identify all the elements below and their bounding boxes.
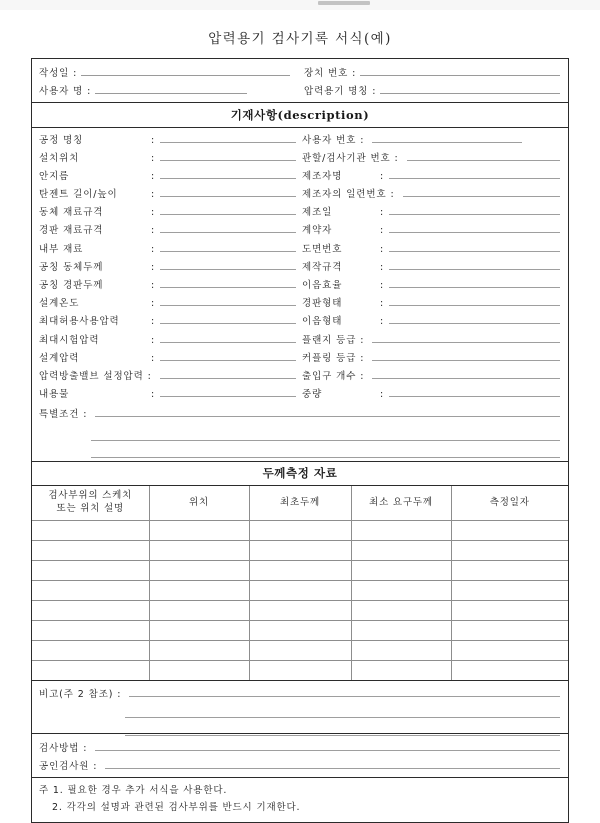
field-colon: :	[151, 261, 155, 273]
note-item-2: 2. 각각의 설명과 관련된 검사부위를 반드시 기재한다.	[52, 801, 301, 813]
field-contractor[interactable]	[302, 221, 560, 239]
field-input-line[interactable]	[389, 203, 560, 215]
field-colon: :	[151, 134, 155, 146]
field-input-line[interactable]	[372, 331, 560, 343]
special-condition-block	[32, 405, 568, 460]
column-header-location: 위치	[149, 486, 249, 521]
form-frame	[31, 58, 569, 823]
field-nozzle-count[interactable]	[302, 367, 560, 385]
cell-sketch[interactable]	[32, 641, 149, 661]
special-condition-line-2[interactable]	[91, 424, 560, 441]
field-input-line[interactable]	[389, 167, 560, 179]
table-row[interactable]	[32, 601, 568, 621]
field-user-name[interactable]	[32, 82, 290, 97]
table-header-row	[32, 486, 568, 521]
cell-initial-thickness[interactable]	[249, 541, 351, 561]
cell-sketch[interactable]	[32, 561, 149, 581]
field-manufacturer-serial-number[interactable]	[302, 185, 560, 203]
field-input-line[interactable]	[160, 149, 296, 161]
field-colon: :	[151, 207, 155, 219]
document-page	[0, 10, 600, 813]
field-label: 공정 명칭	[39, 134, 84, 146]
field-input-line[interactable]	[160, 312, 296, 324]
field-input-line[interactable]	[160, 185, 296, 197]
field-label: 사용자 번호 :	[302, 134, 365, 146]
field-colon: :	[151, 316, 155, 328]
field-input-line[interactable]	[372, 131, 522, 143]
thickness-table-wrap	[32, 486, 568, 681]
cell-initial-thickness[interactable]	[249, 581, 351, 601]
header-row-2	[32, 80, 568, 98]
cell-measurement-date[interactable]	[451, 621, 568, 641]
field-label: 탄젠트 길이/높이	[39, 189, 118, 201]
cell-location[interactable]	[149, 581, 249, 601]
cell-location[interactable]	[149, 621, 249, 641]
field-label: 경판형태	[302, 298, 343, 310]
field-jurisdiction-inspection-agency-number[interactable]	[302, 149, 560, 167]
viewer-scroll-nub[interactable]	[318, 1, 370, 5]
field-design-temperature[interactable]	[39, 294, 296, 312]
field-label: 도면번호	[302, 243, 343, 255]
field-label: 설계압력	[39, 352, 80, 364]
field-input-line[interactable]	[160, 240, 296, 252]
column-header-line-2: 또는 위치 설명	[56, 503, 124, 514]
field-vessel-name[interactable]	[290, 82, 568, 97]
field-label: 작성일 :	[39, 67, 78, 79]
field-label: 제조일	[302, 207, 333, 219]
field-max-allowable-working-pressure[interactable]	[39, 312, 296, 330]
field-nominal-shell-thickness[interactable]	[39, 258, 296, 276]
field-label: 장치 번호 :	[304, 67, 357, 79]
description-right-column	[296, 131, 568, 404]
field-design-pressure[interactable]	[39, 349, 296, 367]
field-head-type[interactable]	[302, 294, 560, 312]
field-input-line[interactable]	[81, 64, 290, 76]
field-input-line[interactable]	[160, 203, 296, 215]
special-condition-line-3[interactable]	[91, 441, 560, 458]
thickness-table-body	[32, 521, 568, 681]
field-input-line[interactable]	[105, 757, 560, 769]
field-input-line[interactable]	[372, 349, 560, 361]
field-joint-efficiency[interactable]	[302, 276, 560, 294]
field-input-line[interactable]	[160, 331, 296, 343]
field-creation-date[interactable]	[32, 64, 290, 79]
field-input-line[interactable]	[95, 739, 560, 751]
cell-initial-thickness[interactable]	[249, 561, 351, 581]
field-input-line[interactable]	[160, 131, 296, 143]
field-input-line[interactable]	[389, 276, 560, 288]
field-input-line[interactable]	[389, 312, 560, 324]
field-input-line[interactable]	[389, 258, 560, 270]
field-tangent-length-height[interactable]	[39, 185, 296, 203]
field-nominal-head-thickness[interactable]	[39, 276, 296, 294]
cell-location[interactable]	[149, 661, 249, 681]
field-process-name[interactable]	[39, 131, 296, 149]
column-header-measurement-date: 측정일자	[451, 486, 568, 521]
cell-sketch[interactable]	[32, 661, 149, 681]
field-head-material-spec[interactable]	[39, 221, 296, 239]
field-label: 제조자의 일련번호 :	[302, 189, 395, 201]
table-row[interactable]	[32, 541, 568, 561]
cell-location[interactable]	[149, 521, 249, 541]
field-input-line[interactable]	[129, 685, 560, 697]
field-colon: :	[151, 189, 155, 201]
field-label: 공인검사원 :	[39, 760, 98, 772]
field-colon: :	[151, 152, 155, 164]
field-label: 안지름	[39, 170, 70, 182]
field-label: 압력방출밸브 설정압력 :	[39, 370, 152, 382]
table-row[interactable]	[32, 641, 568, 661]
field-label: 검사방법 :	[39, 742, 88, 754]
field-fabrication-spec[interactable]	[302, 258, 560, 276]
field-label: 비고(주 2 참조) :	[39, 689, 122, 700]
field-colon: :	[380, 207, 384, 219]
field-label: 계약자	[302, 225, 333, 237]
cell-location[interactable]	[149, 641, 249, 661]
field-install-location[interactable]	[39, 149, 296, 167]
field-colon: :	[151, 170, 155, 182]
cell-location[interactable]	[149, 601, 249, 621]
field-user-number[interactable]	[302, 131, 560, 149]
field-input-line[interactable]	[372, 367, 560, 379]
field-label: 공칭 동체두께	[39, 261, 104, 273]
cell-min-required-thickness[interactable]	[351, 601, 451, 621]
note-item-1: 주 1. 필요한 경우 추가 서식을 사용한다.	[39, 785, 228, 796]
field-label: 경판 재료규격	[39, 225, 104, 237]
field-colon: :	[151, 243, 155, 255]
field-colon: :	[151, 280, 155, 291]
field-label: 내부 재료	[39, 243, 84, 255]
field-label: 관할/검사기관 번호 :	[302, 152, 399, 164]
field-input-line[interactable]	[160, 258, 296, 270]
field-colon: :	[380, 170, 384, 182]
remarks-section	[32, 681, 568, 734]
cell-measurement-date[interactable]	[451, 561, 568, 581]
method-section	[32, 734, 568, 778]
cell-location[interactable]	[149, 561, 249, 581]
table-row[interactable]	[32, 661, 568, 681]
field-input-line[interactable]	[389, 221, 560, 233]
cell-initial-thickness[interactable]	[249, 621, 351, 641]
field-inner-diameter[interactable]	[39, 167, 296, 185]
field-input-line[interactable]	[389, 240, 560, 252]
header-id-block	[32, 59, 568, 103]
field-joint-type[interactable]	[302, 312, 560, 330]
field-label: 사용자 명 :	[39, 85, 92, 97]
field-colon: :	[380, 298, 384, 310]
field-label: 이음효율	[302, 280, 343, 291]
field-label: 압력용기 명칭 :	[304, 85, 377, 97]
remarks-line-2[interactable]	[125, 700, 560, 718]
field-input-line[interactable]	[160, 367, 296, 379]
field-colon: :	[151, 298, 155, 310]
page-title: 압력용기 검사기록 서식(예)	[208, 31, 392, 47]
field-manufacturer-name[interactable]	[302, 167, 560, 185]
field-colon: :	[380, 316, 384, 328]
field-colon: :	[380, 225, 384, 237]
field-max-test-pressure[interactable]	[39, 331, 296, 349]
field-label: 제조자명	[302, 170, 343, 182]
column-header-sketch	[32, 486, 149, 521]
field-colon: :	[151, 334, 155, 346]
field-label: 최대허용사용압력	[39, 316, 120, 328]
field-colon: :	[151, 352, 155, 364]
thickness-measurement-table	[32, 486, 568, 680]
field-shell-material-spec[interactable]	[39, 203, 296, 221]
field-manufacture-date[interactable]	[302, 203, 560, 221]
field-input-line[interactable]	[403, 185, 560, 197]
field-input-line[interactable]	[407, 149, 560, 161]
field-colon: :	[380, 261, 384, 273]
column-header-min-required-thickness: 최소 요구두께	[351, 486, 451, 521]
field-inspection-method[interactable]	[32, 737, 568, 755]
field-coupling-rating[interactable]	[302, 349, 560, 367]
cell-measurement-date[interactable]	[451, 521, 568, 541]
thickness-section-title: 두께측정 자료	[32, 462, 568, 487]
field-relief-valve-set-pressure[interactable]	[39, 367, 296, 385]
cell-sketch[interactable]	[32, 541, 149, 561]
cell-min-required-thickness[interactable]	[351, 621, 451, 641]
field-label: 커플링 등급 :	[302, 352, 365, 364]
field-input-line[interactable]	[95, 405, 560, 417]
field-contents[interactable]	[39, 385, 296, 403]
cell-initial-thickness[interactable]	[249, 601, 351, 621]
field-label: 동체 재료규격	[39, 207, 104, 219]
field-special-condition[interactable]	[39, 405, 560, 423]
field-device-number[interactable]	[290, 64, 568, 79]
field-input-line[interactable]	[160, 349, 296, 361]
field-drawing-number[interactable]	[302, 240, 560, 258]
field-remarks[interactable]	[39, 685, 560, 700]
cell-initial-thickness[interactable]	[249, 521, 351, 541]
field-label: 플랜지 등급 :	[302, 334, 365, 346]
field-input-line[interactable]	[160, 294, 296, 306]
notes-section	[32, 778, 568, 822]
field-input-line[interactable]	[160, 167, 296, 179]
column-header-line-1: 검사부위의 스케치	[48, 490, 133, 502]
field-input-line[interactable]	[160, 221, 296, 233]
cell-sketch[interactable]	[32, 601, 149, 621]
field-input-line[interactable]	[95, 82, 247, 94]
field-label: 출입구 개수 :	[302, 370, 365, 382]
field-label: 설치위치	[39, 152, 80, 164]
field-authorized-inspector[interactable]	[32, 755, 568, 773]
field-input-line[interactable]	[360, 64, 560, 76]
field-input-line[interactable]	[160, 385, 296, 397]
field-label: 중량	[302, 389, 323, 401]
cell-min-required-thickness[interactable]	[351, 541, 451, 561]
description-section	[32, 128, 568, 462]
field-flange-rating[interactable]	[302, 331, 560, 349]
cell-min-required-thickness[interactable]	[351, 581, 451, 601]
field-colon: :	[380, 243, 384, 255]
cell-min-required-thickness[interactable]	[351, 521, 451, 541]
table-row[interactable]	[32, 581, 568, 601]
field-colon: :	[380, 389, 384, 401]
field-input-line[interactable]	[389, 294, 560, 306]
table-row[interactable]	[32, 521, 568, 541]
cell-sketch[interactable]	[32, 521, 149, 541]
cell-measurement-date[interactable]	[451, 661, 568, 681]
cell-min-required-thickness[interactable]	[351, 661, 451, 681]
field-input-line[interactable]	[160, 276, 296, 288]
field-weight[interactable]	[302, 385, 560, 403]
field-label: 최대시험압력	[39, 334, 100, 346]
field-internal-material[interactable]	[39, 240, 296, 258]
cell-measurement-date[interactable]	[451, 581, 568, 601]
field-label: 이음형태	[302, 316, 343, 328]
field-colon: :	[380, 280, 384, 291]
cell-sketch[interactable]	[32, 581, 149, 601]
cell-measurement-date[interactable]	[451, 541, 568, 561]
field-label: 설계온도	[39, 298, 80, 310]
field-label: 제작규격	[302, 261, 343, 273]
table-row[interactable]	[32, 561, 568, 581]
description-left-column	[32, 131, 296, 404]
field-label: 공칭 경판두께	[39, 280, 104, 291]
cell-min-required-thickness[interactable]	[351, 641, 451, 661]
table-row[interactable]	[32, 621, 568, 641]
header-row-1	[32, 62, 568, 80]
field-label: 내용물	[39, 389, 70, 401]
field-input-line[interactable]	[380, 82, 560, 94]
cell-location[interactable]	[149, 541, 249, 561]
column-header-initial-thickness: 최초두께	[249, 486, 351, 521]
cell-initial-thickness[interactable]	[249, 661, 351, 681]
cell-sketch[interactable]	[32, 621, 149, 641]
description-columns	[32, 128, 568, 406]
description-section-title: 기재사항(description)	[32, 103, 568, 128]
field-colon: :	[151, 389, 155, 401]
cell-measurement-date[interactable]	[451, 601, 568, 621]
field-colon: :	[151, 225, 155, 237]
field-input-line[interactable]	[389, 385, 560, 397]
cell-measurement-date[interactable]	[451, 641, 568, 661]
cell-min-required-thickness[interactable]	[351, 561, 451, 581]
field-label: 특별조건 :	[39, 409, 88, 421]
cell-initial-thickness[interactable]	[249, 641, 351, 661]
